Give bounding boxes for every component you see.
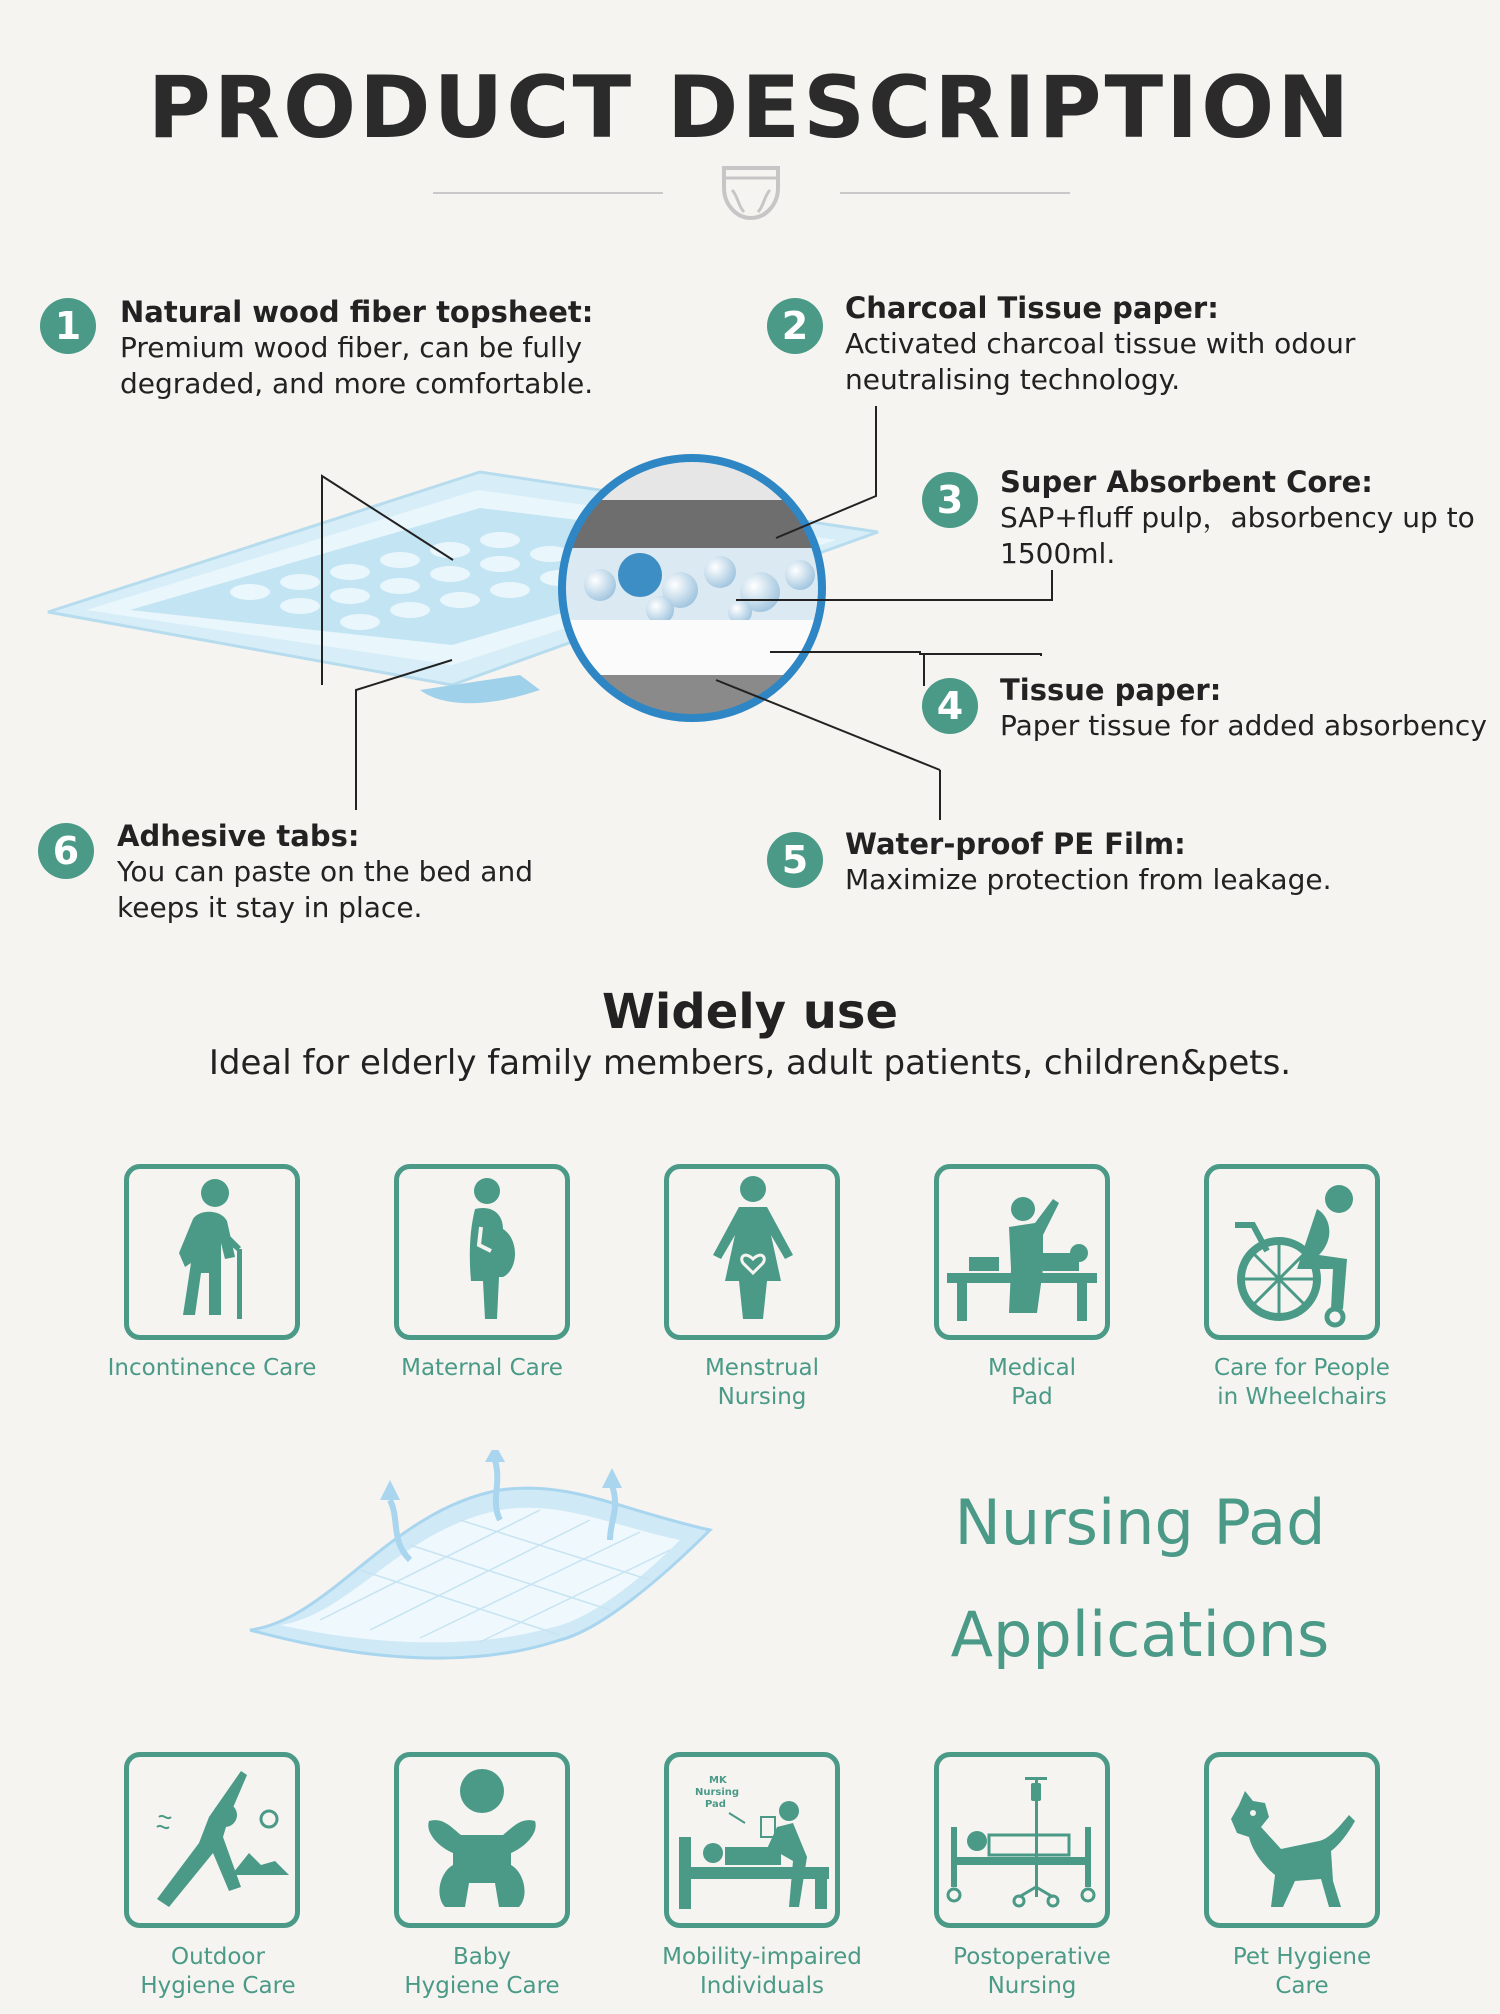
pregnant-woman-icon xyxy=(394,1164,570,1340)
feature-2-title: Charcoal Tissue paper: xyxy=(845,291,1219,325)
feature-5 xyxy=(845,826,1405,898)
diaper-icon xyxy=(718,160,784,226)
woman-heart-icon xyxy=(664,1164,840,1340)
use-label-incontinence: Incontinence Care xyxy=(107,1355,317,1381)
use-label-mobility: Mobility-impaired Individuals xyxy=(662,1944,862,1999)
applications-line2: Applications xyxy=(950,1598,1330,1671)
title-divider-right xyxy=(840,192,1070,194)
feature-1-desc: Premium wood fiber, can be fully degraded, and more comfortable. xyxy=(120,331,594,400)
page-title: PRODUCT DESCRIPTION xyxy=(147,58,1353,158)
feature-1-number: 1 xyxy=(40,298,96,354)
feature-4-number: 4 xyxy=(922,678,978,734)
elderly-person-cane-icon xyxy=(124,1164,300,1340)
use-label-medical: Medical Pad xyxy=(987,1355,1077,1410)
icon-text-mk: MK xyxy=(709,1775,727,1786)
use-label-pet: Pet Hygiene Care xyxy=(1232,1944,1372,1999)
feature-4-title: Tissue paper: xyxy=(1000,673,1222,707)
feature-4-desc: Paper tissue for added absorbency xyxy=(1000,709,1487,742)
use-label-maternal: Maternal Care xyxy=(401,1355,563,1381)
baby-icon xyxy=(394,1752,570,1928)
feature-5-title: Water-proof PE Film: xyxy=(845,827,1186,861)
widely-use-subtitle: Ideal for elderly family members, adult patients, children&pets. xyxy=(208,1043,1292,1083)
bedridden-patient-icon xyxy=(664,1752,840,1928)
feature-6-desc: You can paste on the bed and keeps it stay in place. xyxy=(117,855,533,924)
icon-text-pad: Pad xyxy=(705,1799,726,1810)
use-label-postoperative: Postoperative Nursing xyxy=(953,1944,1111,1999)
feature-2-number: 2 xyxy=(767,298,823,354)
feature-6 xyxy=(117,818,567,926)
nursing-pad-illustration xyxy=(240,1450,720,1680)
use-label-baby: Baby Hygiene Care xyxy=(404,1944,560,1999)
feature-5-desc: Maximize protection from leakage. xyxy=(845,863,1332,896)
icon-text-nursing: Nursing xyxy=(695,1787,740,1798)
hospital-bed-drip-icon xyxy=(934,1752,1110,1928)
widely-use-heading: Widely use xyxy=(601,984,899,1040)
feature-3-desc: SAP+fluff pulp，absorbency up to 1500ml. xyxy=(1000,501,1475,570)
use-label-outdoor: Outdoor Hygiene Care xyxy=(140,1944,296,1999)
title-divider-left xyxy=(433,192,663,194)
use-label-wheelchairs: Care for People in Wheelchairs xyxy=(1214,1355,1390,1410)
feature-6-number: 6 xyxy=(38,823,94,879)
feature-2-desc: Activated charcoal tissue with odour neutralising technology. xyxy=(845,327,1356,396)
wheelchair-icon xyxy=(1204,1164,1380,1340)
feature-6-title: Adhesive tabs: xyxy=(117,819,360,853)
feature-2 xyxy=(845,290,1405,398)
dog-icon xyxy=(1204,1752,1380,1928)
outdoor-person-icon xyxy=(124,1752,300,1928)
applications-line1: Nursing Pad xyxy=(954,1486,1326,1559)
doctor-patient-icon xyxy=(934,1164,1110,1340)
feature-3-title: Super Absorbent Core: xyxy=(1000,465,1373,499)
feature-1-title: Natural wood fiber topsheet: xyxy=(120,295,594,329)
use-label-menstrual: Menstrual Nursing xyxy=(704,1355,820,1410)
feature-3-number: 3 xyxy=(922,472,978,528)
feature-4 xyxy=(1000,672,1490,744)
feature-5-number: 5 xyxy=(767,832,823,888)
feature-1 xyxy=(120,294,620,402)
feature-3 xyxy=(1000,464,1480,572)
